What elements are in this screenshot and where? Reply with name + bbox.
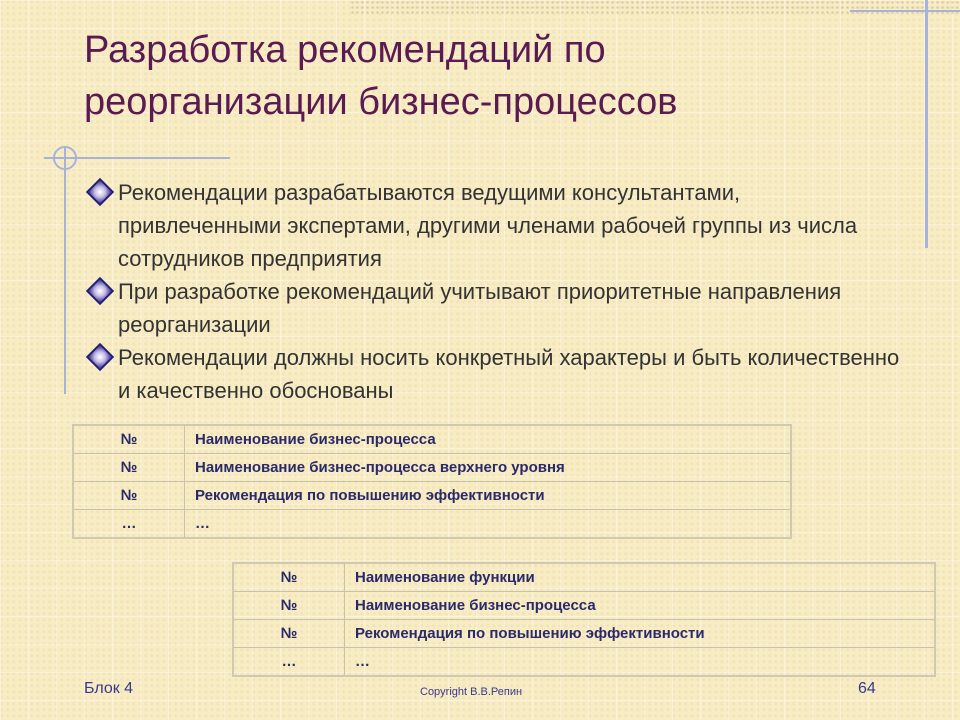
title-line-2: реорганизации бизнес-процессов [84,81,678,123]
table-row [233,620,935,648]
table-cell-num: … [233,648,345,677]
table-cell-text: Рекомендация по повышению эффективности [185,482,792,510]
decor-line-top-right [850,10,960,12]
process-table [72,424,792,539]
title-line-1: Разработка рекомендаций по [84,29,606,71]
diamond-bullet-icon [86,343,114,371]
diamond-bullet-icon [86,277,114,305]
bullet-item [86,275,906,341]
diamond-bullet-icon [86,178,114,206]
table-cell-text: … [185,510,792,539]
table-row [73,425,791,454]
footer-block-label: Блок 4 [84,680,134,697]
table-cell-text: Наименование бизнес-процесса [185,425,792,454]
table-row [233,648,935,677]
table-cell-num: № [233,563,345,592]
table-row [233,592,935,620]
page-number: 64 [858,680,876,697]
table-row [233,563,935,592]
bullet-item [86,176,906,275]
bullet-text: Рекомендации должны носить конкретный характеры и быть количественно и качественно обоснованы [118,345,900,403]
table-cell-num: № [73,425,185,454]
table-cell-num: № [73,454,185,482]
bullet-text: Рекомендации разрабатываются ведущими консультантами, привлеченными экспертами, другими членами рабочей группы из числа сотрудников предприятия [118,180,858,271]
table-cell-num: № [233,620,345,648]
table-cell-text: Наименование бизнес-процесса верхнего уровня [185,454,792,482]
table-cell-text: Наименование функции [345,563,936,592]
table-cell-num: № [233,592,345,620]
table-cell-num: … [73,510,185,539]
footer-copyright: Copyright В.В.Репин [420,686,523,698]
table-cell-text: Наименование бизнес-процесса [345,592,936,620]
bullet-text: При разработке рекомендаций учитывают приоритетные направления реорганизации [118,279,842,337]
decor-circle [53,146,77,170]
table-cell-text: … [345,648,936,677]
table-cell-text: Рекомендация по повышению эффективности [345,620,936,648]
table-row [73,482,791,510]
table-cell-num: № [73,482,185,510]
decor-line-right [925,0,928,248]
bullet-list [86,176,906,407]
table-row [73,510,791,539]
bullet-item [86,341,906,407]
function-table [232,562,936,677]
slide-title [84,24,904,128]
decor-line-left [64,146,66,394]
table-row [73,454,791,482]
